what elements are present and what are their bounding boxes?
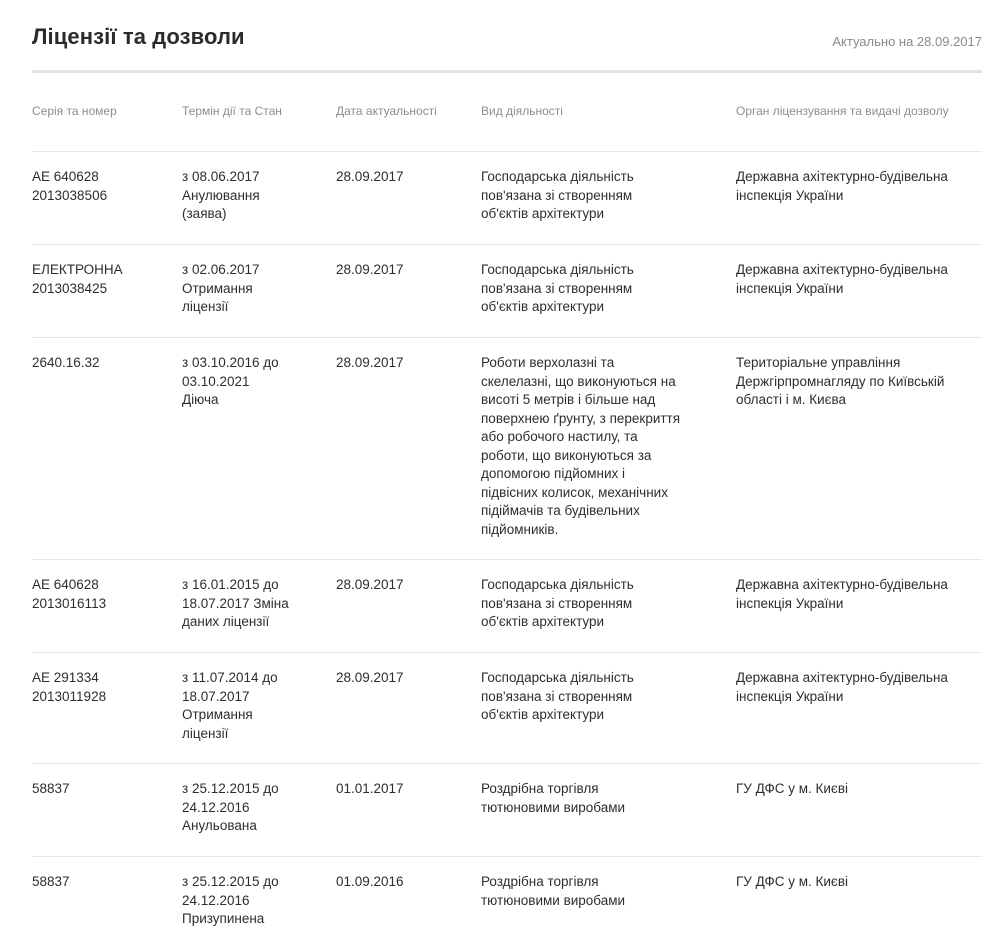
cell-term: з 25.12.2015 до 24.12.2016 Анульована xyxy=(182,781,279,833)
column-header-series: Серія та номер xyxy=(32,104,117,118)
cell-authority: ГУ ДФС у м. Києві xyxy=(736,874,848,889)
cell-date: 28.09.2017 xyxy=(336,670,404,685)
updated-date: Актуально на 28.09.2017 xyxy=(832,34,982,49)
cell-term: з 11.07.2014 до 18.07.2017 Отримання ліцензії xyxy=(182,670,278,741)
table-row xyxy=(32,244,982,338)
table-row xyxy=(32,856,982,950)
cell-series: 58837 xyxy=(32,781,70,796)
cell-activity: Господарська діяльність пов'язана зі створенням об'єктів архітектури xyxy=(481,262,634,314)
table-row xyxy=(32,559,982,653)
table-row xyxy=(32,337,982,560)
column-header-activity: Вид діяльності xyxy=(481,104,563,118)
cell-term: з 25.12.2015 до 24.12.2016 Призупинена xyxy=(182,874,279,926)
cell-authority: Територіальне управління Держгірпромнагляду по Київській області і м. Києва xyxy=(736,355,945,407)
cell-date: 28.09.2017 xyxy=(336,169,404,184)
cell-date: 28.09.2017 xyxy=(336,262,404,277)
section-header xyxy=(32,24,982,64)
cell-date: 28.09.2017 xyxy=(336,577,404,592)
table-row xyxy=(32,763,982,857)
cell-authority: Державна ахітектурно-будівельна інспекція України xyxy=(736,169,948,203)
cell-series: 2640.16.32 xyxy=(32,355,100,370)
table-row xyxy=(32,151,982,245)
cell-activity: Роздрібна торгівля тютюновими виробами xyxy=(481,781,626,815)
cell-date: 28.09.2017 xyxy=(336,355,404,370)
column-header-date: Дата актуальності xyxy=(336,104,437,118)
column-header-term: Термін дії та Стан xyxy=(182,104,282,118)
cell-term: з 08.06.2017 Анулювання (заява) xyxy=(182,169,260,221)
cell-series: 58837 xyxy=(32,874,70,889)
cell-series: АЕ 640628 2013038506 xyxy=(32,169,108,203)
cell-activity: Роздрібна торгівля тютюновими виробами xyxy=(481,874,626,908)
page-title: Ліцензії та дозволи xyxy=(32,24,245,49)
cell-authority: ГУ ДФС у м. Києві xyxy=(736,781,848,796)
cell-date: 01.01.2017 xyxy=(336,781,404,796)
cell-term: з 16.01.2015 до 18.07.2017 Зміна даних ліцензії xyxy=(182,577,289,629)
cell-series: ЕЛЕКТРОННА 2013038425 xyxy=(32,262,123,296)
header-divider xyxy=(32,70,982,73)
cell-term: з 02.06.2017 Отримання ліцензії xyxy=(182,262,260,314)
table-row xyxy=(32,652,982,764)
cell-series: АЕ 291334 2013011928 xyxy=(32,670,107,704)
column-header-authority: Орган ліцензування та видачі дозволу xyxy=(736,104,949,118)
cell-activity: Господарська діяльність пов'язана зі створенням об'єктів архітектури xyxy=(481,169,634,221)
cell-activity: Господарська діяльність пов'язана зі створенням об'єктів архітектури xyxy=(481,577,634,629)
cell-authority: Державна ахітектурно-будівельна інспекція України xyxy=(736,577,948,611)
cell-activity: Роботи верхолазні та скелелазні, що виконуються на висоті 5 метрів і більше над поверхнею ґрунту, з перекриття або робочого настилу, та роботи, що виконуються за допомогою підйомних і підвісних колисок, механічних підіймачів та будівельних підйомників. xyxy=(481,355,681,537)
cell-term: з 03.10.2016 до 03.10.2021 Діюча xyxy=(182,355,279,407)
cell-series: АЕ 640628 2013016113 xyxy=(32,577,107,611)
cell-authority: Державна ахітектурно-будівельна інспекція України xyxy=(736,262,948,296)
cell-activity: Господарська діяльність пов'язана зі створенням об'єктів архітектури xyxy=(481,670,634,722)
cell-date: 01.09.2016 xyxy=(336,874,404,889)
cell-authority: Державна ахітектурно-будівельна інспекція України xyxy=(736,670,948,704)
